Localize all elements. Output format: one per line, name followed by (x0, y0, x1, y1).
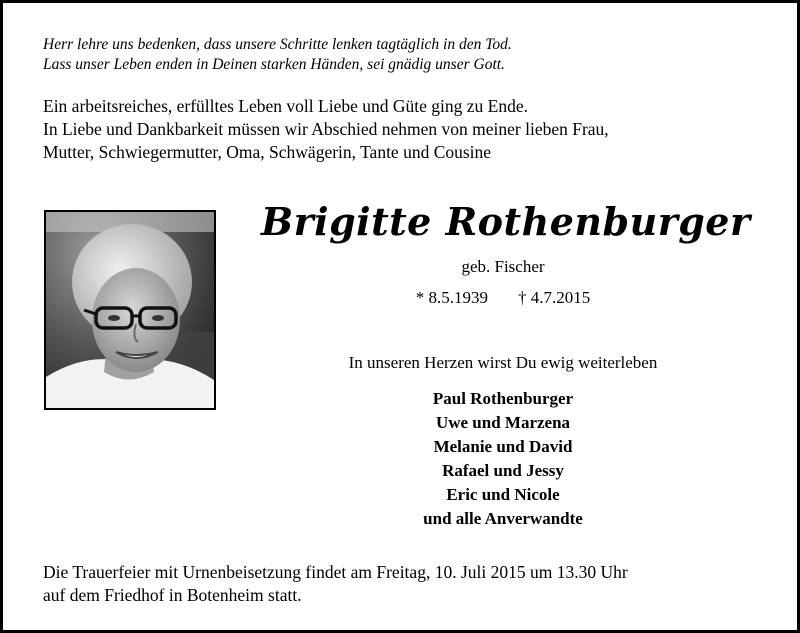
family-member: Rafael und Jessy (442, 461, 564, 480)
intro-line-1: Ein arbeitsreiches, erfülltes Leben voll Liebe und Güte ging zu Ende. (43, 96, 528, 116)
deceased-name: Brigitte Rothenburger (261, 199, 751, 244)
family-member: Melanie und David (433, 437, 573, 456)
funeral-notice (43, 561, 628, 607)
intro-text (43, 95, 609, 164)
bible-verse (43, 35, 512, 75)
funeral-line-2: auf dem Friedhof in Botenheim statt. (43, 585, 302, 605)
remembrance-line: In unseren Herzen wirst Du ewig weiterleben (348, 353, 658, 372)
family-member: und alle Anverwandte (423, 509, 583, 528)
family-member: Uwe und Marzena (435, 413, 571, 432)
family-member: Eric und Nicole (446, 485, 560, 504)
family-list (303, 387, 703, 531)
family-member: Paul Rothenburger (432, 389, 574, 408)
verse-line-1: Herr lehre uns bedenken, dass unsere Schritte lenken tagtäglich in den Tod. (43, 36, 512, 53)
portrait-photo (44, 210, 216, 410)
funeral-line-1: Die Trauerfeier mit Urnenbeisetzung findet am Freitag, 10. Juli 2015 um 13.30 Uhr (43, 562, 628, 582)
intro-line-3: Mutter, Schwiegermutter, Oma, Schwägerin, Tante und Cousine (43, 142, 492, 162)
life-dates (303, 288, 703, 308)
verse-line-2: Lass unser Leben enden in Deinen starken Händen, sei gnädig unser Gott. (43, 56, 505, 73)
intro-line-2: In Liebe und Dankbarkeit müssen wir Abschied nehmen von meiner lieben Frau, (43, 119, 609, 139)
birth-date: * 8.5.1939 (415, 288, 488, 307)
birth-name: geb. Fischer (461, 257, 545, 276)
death-date: † 4.7.2015 (518, 288, 591, 307)
